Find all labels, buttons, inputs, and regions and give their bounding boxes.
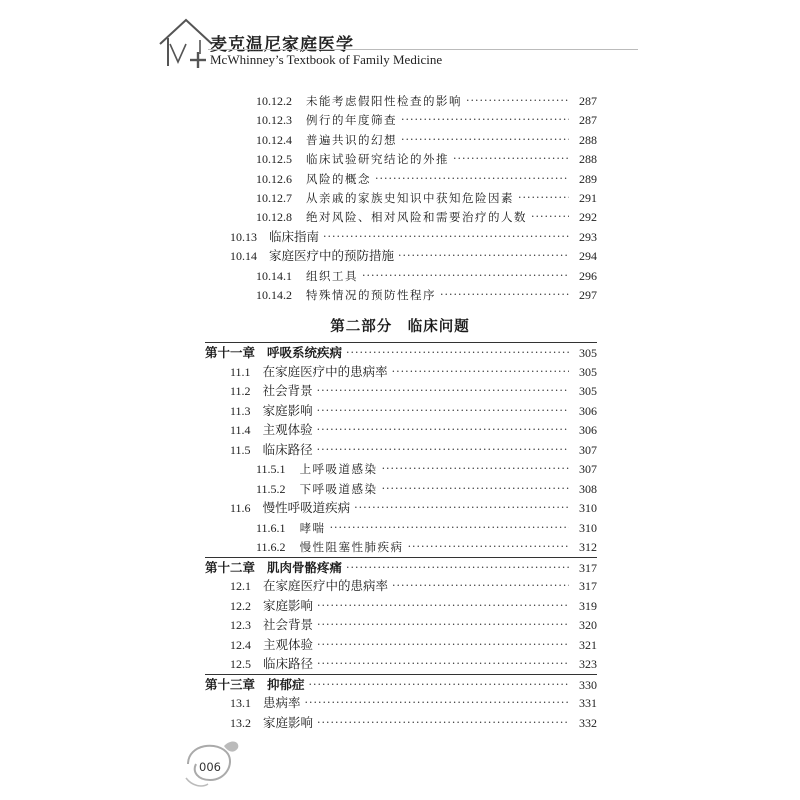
- toc-entry-title: 家庭影响: [262, 402, 313, 418]
- toc-entry-number: 10.12.8: [256, 210, 292, 225]
- toc-chapter-row: [205, 342, 597, 363]
- dot-leader: [382, 479, 569, 499]
- dot-leader: [375, 169, 569, 189]
- dot-leader: [330, 518, 569, 538]
- toc-entry-title: 临床指南: [269, 228, 320, 244]
- toc-entry-page: 308: [579, 481, 597, 496]
- toc-chapter-row: [205, 674, 597, 695]
- book-title-english: McWhinney’s Textbook of Family Medicine: [210, 52, 443, 67]
- toc-row: [230, 362, 597, 382]
- toc-entry-page: 310: [579, 520, 597, 535]
- dot-leader: [317, 440, 569, 460]
- toc-entry-title: 下呼吸道感染: [299, 481, 378, 496]
- toc-entry-page: 317: [579, 579, 597, 593]
- toc-entry-title: 慢性呼吸道疾病: [262, 500, 351, 515]
- dot-leader: [518, 188, 569, 208]
- toc-entry-number: 10.14.2: [256, 288, 292, 302]
- toc-entry-number: 10.12.2: [256, 94, 292, 108]
- dot-leader: [531, 207, 569, 227]
- dot-leader: [362, 266, 569, 286]
- toc-entry-page: 297: [579, 288, 597, 302]
- toc-entry-number: 11.5.2: [256, 481, 286, 496]
- toc-entry-title: 普遍共识的幻想: [306, 132, 397, 147]
- toc-entry-number: 11.4: [230, 423, 251, 437]
- dot-leader: [382, 459, 569, 479]
- toc-entry-title: 临床试验研究结论的外推: [306, 152, 449, 167]
- toc-row: [256, 518, 597, 538]
- toc-entry-number: 12.3: [230, 618, 251, 632]
- dot-leader: [453, 149, 569, 169]
- toc-entry-number: 12.5: [230, 657, 251, 671]
- dot-leader: [408, 537, 569, 557]
- toc-entry-number: 10.13: [230, 229, 257, 244]
- dot-leader: [317, 635, 569, 655]
- toc-entry-number: 12.4: [230, 637, 251, 652]
- toc-entry-page: 332: [579, 715, 597, 730]
- toc-entry-title: 上呼吸道感染: [299, 462, 378, 476]
- toc-entry-title: 肌肉骨骼疼痛: [267, 559, 343, 575]
- toc-entry-title: 从亲戚的家族史知识中获知危险因素: [306, 191, 514, 205]
- toc-entry-page: 293: [579, 229, 597, 244]
- dot-leader: [401, 110, 569, 130]
- dot-leader: [323, 227, 569, 247]
- toc-entry-page: 323: [579, 657, 597, 671]
- toc-entry-number: 11.6.1: [256, 520, 286, 535]
- toc-row: [230, 401, 597, 421]
- page-number: 006: [199, 760, 221, 774]
- toc-row: [230, 615, 597, 635]
- dot-leader: [346, 343, 569, 363]
- toc-entry-title: 家庭医疗中的预防措施: [269, 248, 395, 264]
- toc-entry-title: 临床路径: [263, 656, 314, 671]
- toc-entry-number: 13.2: [230, 715, 251, 730]
- dot-leader: [317, 713, 569, 733]
- dot-leader: [317, 596, 569, 616]
- toc-entry-number: 11.6.2: [256, 540, 286, 554]
- dot-leader: [354, 498, 569, 518]
- toc-entry-title: 在家庭医疗中的患病率: [262, 363, 388, 379]
- toc-entry-number: 11.5.1: [256, 462, 286, 476]
- toc-row: [256, 110, 597, 130]
- toc-entry-title: 患病率: [263, 695, 301, 710]
- house-cross-icon: [156, 14, 218, 68]
- dot-leader: [317, 654, 569, 674]
- toc-entry-title: 社会背景: [262, 383, 313, 398]
- toc-entry-title: 社会背景: [263, 617, 314, 632]
- toc-entry-title: 风险的概念: [306, 171, 371, 186]
- toc-row: [256, 207, 597, 227]
- toc-entry-page: 305: [579, 364, 597, 379]
- toc-row: [256, 91, 597, 111]
- toc-entry-page: 317: [579, 560, 597, 575]
- dot-leader: [317, 401, 569, 421]
- toc-entry-page: 330: [579, 677, 597, 692]
- toc-entry-page: 307: [579, 442, 597, 457]
- toc-entry-page: 288: [579, 132, 597, 147]
- toc-entry-title: 家庭影响: [263, 597, 314, 613]
- toc-entry-title: 特殊情况的预防性程序: [306, 288, 436, 302]
- toc-entry-page: 312: [579, 540, 597, 554]
- toc-entry-number: 11.6: [230, 501, 251, 515]
- toc-row: [230, 635, 597, 655]
- toc-row: [230, 420, 597, 440]
- toc-entry-number: 10.12.5: [256, 152, 292, 167]
- toc-entry-page: 320: [579, 618, 597, 632]
- toc-entry-title: 临床路径: [262, 441, 313, 457]
- toc-entry-number: 11.1: [230, 364, 251, 379]
- toc-entry-number: 12.1: [230, 579, 251, 593]
- dot-leader: [317, 420, 569, 440]
- toc-chapter-row: [205, 557, 597, 578]
- toc-entry-number: 10.14: [230, 249, 257, 264]
- toc-entry-title: 抑郁症: [267, 676, 305, 692]
- toc-entry-number: 10.12.6: [256, 171, 292, 186]
- toc-row: [230, 498, 597, 518]
- dot-leader: [392, 362, 569, 382]
- toc-entry-number: 第十二章: [205, 559, 256, 575]
- toc-entry-title: 主观体验: [263, 636, 314, 652]
- toc-entry-title: 主观体验: [262, 422, 313, 437]
- book-title-chinese: 麦克温尼家庭医学: [210, 35, 354, 55]
- toc-row: [230, 654, 597, 674]
- dot-leader: [305, 693, 569, 713]
- toc-row: [230, 227, 597, 247]
- toc-entry-title: 未能考虑假阳性检查的影响: [306, 94, 462, 108]
- toc-entry-number: 10.12.7: [256, 191, 292, 205]
- toc-entry-number: 第十三章: [205, 676, 256, 692]
- toc-entry-number: 11.5: [230, 442, 251, 457]
- toc-entry-page: 305: [579, 346, 597, 360]
- toc-entry-page: 287: [579, 94, 597, 108]
- toc-entry-page: 310: [579, 501, 597, 515]
- toc-row: [256, 188, 597, 208]
- dot-leader: [317, 381, 569, 401]
- toc-entry-number: 13.1: [230, 696, 251, 710]
- toc-row: [256, 266, 597, 286]
- toc-row: [230, 596, 597, 616]
- dot-leader: [440, 285, 569, 305]
- toc-entry-page: 331: [579, 696, 597, 710]
- toc-entry-number: 10.14.1: [256, 268, 292, 283]
- toc-entry-number: 11.3: [230, 403, 251, 418]
- toc-row: [230, 246, 597, 266]
- dot-leader: [309, 675, 569, 695]
- toc-entry-page: 319: [579, 598, 597, 613]
- toc-entry-page: 296: [579, 268, 597, 283]
- toc-entry-page: 289: [579, 171, 597, 186]
- toc-row: [230, 576, 597, 596]
- toc-entry-number: 10.12.4: [256, 132, 292, 147]
- toc-entry-title: 呼吸系统疾病: [267, 345, 343, 360]
- toc-row: [230, 713, 597, 733]
- toc-entry-number: 12.2: [230, 598, 251, 613]
- dot-leader: [392, 576, 569, 596]
- dot-leader: [466, 91, 569, 111]
- toc-entry-page: 307: [579, 462, 597, 476]
- running-header: [0, 0, 800, 80]
- toc-entry-title: 绝对风险、相对风险和需要治疗的人数: [306, 210, 527, 225]
- dot-leader: [317, 615, 569, 635]
- toc-entry-title: 例行的年度筛查: [306, 113, 397, 128]
- toc-row: [256, 169, 597, 189]
- header-rule: [208, 49, 638, 50]
- toc-entry-title: 哮喘: [299, 520, 326, 535]
- toc-entry-page: 306: [579, 423, 597, 437]
- toc-row: [256, 285, 597, 305]
- dot-leader: [401, 130, 569, 150]
- toc-entry-number: 10.12.3: [256, 113, 292, 128]
- toc-entry-title: 组织工具: [306, 268, 358, 283]
- toc-entry-title: 家庭影响: [263, 714, 314, 730]
- toc-row: [230, 381, 597, 401]
- dot-leader: [346, 558, 569, 578]
- toc-entry-page: 291: [579, 191, 597, 205]
- toc-row: [256, 149, 597, 169]
- toc-entry-page: 292: [579, 210, 597, 225]
- toc-entry-title: 在家庭医疗中的患病率: [263, 578, 389, 593]
- toc-entry-page: 294: [579, 249, 597, 264]
- toc-entry-page: 305: [579, 384, 597, 398]
- toc-entry-page: 287: [579, 113, 597, 128]
- toc-row: [230, 693, 597, 713]
- toc-entry-page: 306: [579, 403, 597, 418]
- toc-row: [256, 130, 597, 150]
- part-heading: 第二部分 临床问题: [330, 318, 470, 335]
- toc-entry-number: 11.2: [230, 384, 251, 398]
- dot-leader: [398, 246, 569, 266]
- toc-entry-page: 321: [579, 637, 597, 652]
- toc-row: [256, 537, 597, 557]
- toc-entry-title: 慢性阻塞性肺疾病: [299, 540, 404, 554]
- toc-entry-number: 第十一章: [205, 345, 256, 360]
- toc-row: [256, 479, 597, 499]
- toc-row: [230, 440, 597, 460]
- toc-row: [256, 459, 597, 479]
- toc-entry-page: 288: [579, 152, 597, 167]
